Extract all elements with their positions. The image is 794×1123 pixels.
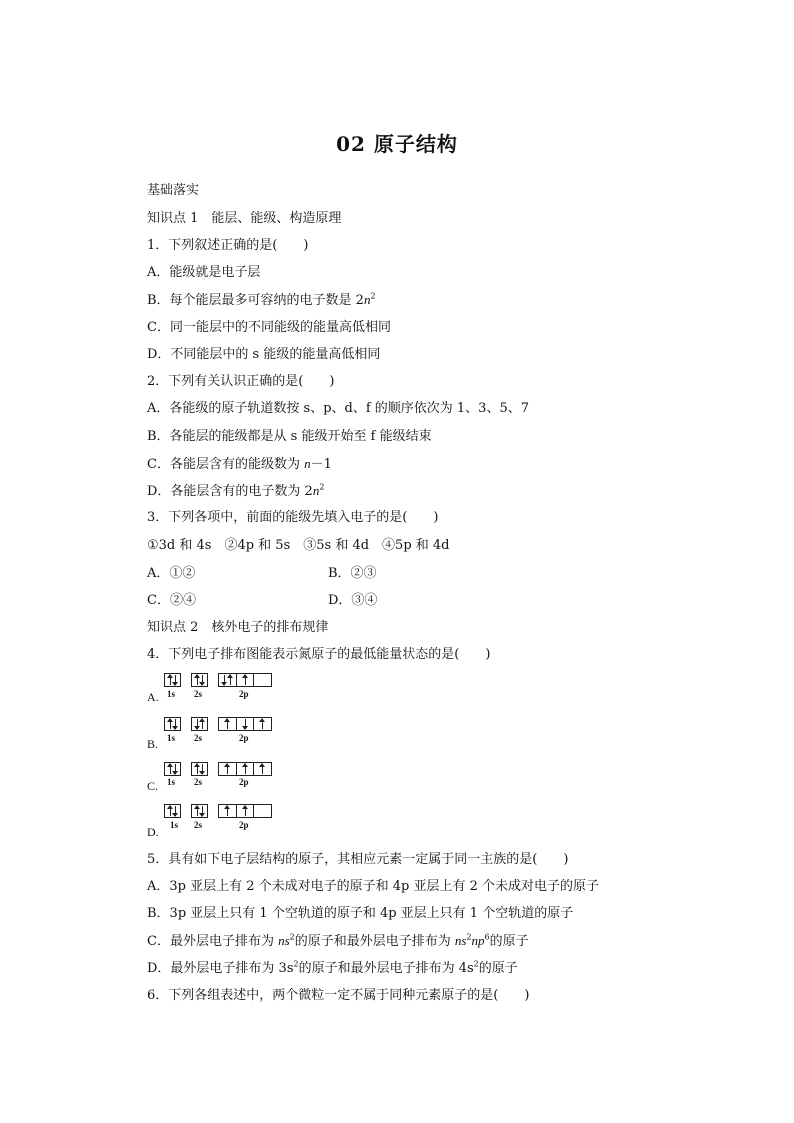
knowledge-point-2: 知识点 2 核外电子的排布规律 [147,620,329,635]
q3-option-d: D．③④ [328,593,378,608]
q1-stem: 1．下列叙述正确的是( ) [147,238,309,253]
q4-option-d-label: D. [147,825,159,839]
q3-option-b: B．②③ [328,566,377,581]
q3-option-c: C．②④ [147,593,196,608]
q2-stem: 2．下列有关认识正确的是( ) [147,374,335,389]
q1-option-c: C．同一能层中的不同能级的能量高低相同 [147,320,391,335]
q5-option-d: D．最外层电子排布为 $3s^2$的原子和最外层电子排布为 $4s^2$的原子 [147,959,518,976]
q1-option-a: A．能级就是电子层 [147,265,261,280]
q4-option-b-label: B. [147,737,159,751]
page-title: 02 原子结构 [336,132,458,156]
q2-option-c: C．各能层含有的能级数为 n－1 [147,456,332,472]
q2-option-d: D．各能层含有的电子数为 $2n^2$ [147,482,325,499]
q5-option-a: A．3p 亚层上有 2 个未成对电子的原子和 4p 亚层上有 2 个未成对电子的原子 [147,879,600,894]
q2-option-b: B．各能层的能级都是从 s 能级开始至 f 能级结束 [147,429,432,444]
q5-stem: 5．具有如下电子层结构的原子，其相应元素一定属于同一主族的是( ) [147,852,569,867]
q2-option-a: A．各能级的原子轨道数按 s、p、d、f 的顺序依次为 1、3、5、7 [147,401,529,416]
q3-stem: 3．下列各项中，前面的能级先填入电子的是( ) [147,510,439,525]
q1-option-d: D．不同能层中的 s 能级的能量高低相同 [147,347,381,362]
knowledge-point-1: 知识点 1 能层、能级、构造原理 [147,211,342,226]
q6-stem: 6．下列各组表述中，两个微粒一定不属于同种元素原子的是( ) [147,988,530,1003]
section-heading: 基础落实 [147,183,200,198]
q4-stem: 4．下列电子排布图能表示氮原子的最低能量状态的是( ) [147,647,491,662]
q1-option-b: B．每个能层最多可容纳的电子数是 $2n^2$ [147,291,376,308]
q4-option-c-label: C. [147,779,159,793]
q3-option-a: A．①② [147,566,196,581]
q5-option-b: B．3p 亚层上只有 1 个空轨道的原子和 4p 亚层上只有 1 个空轨道的原子 [147,906,574,921]
q4-option-a-label: A. [147,690,159,704]
q3-items: ①3d 和 4s ②4p 和 5s ③5s 和 4d ④5p 和 4d [147,538,450,553]
q5-option-c: C．最外层电子排布为 $ns^2$的原子和最外层电子排布为 $ns^2np^6$的原子 [147,932,529,949]
